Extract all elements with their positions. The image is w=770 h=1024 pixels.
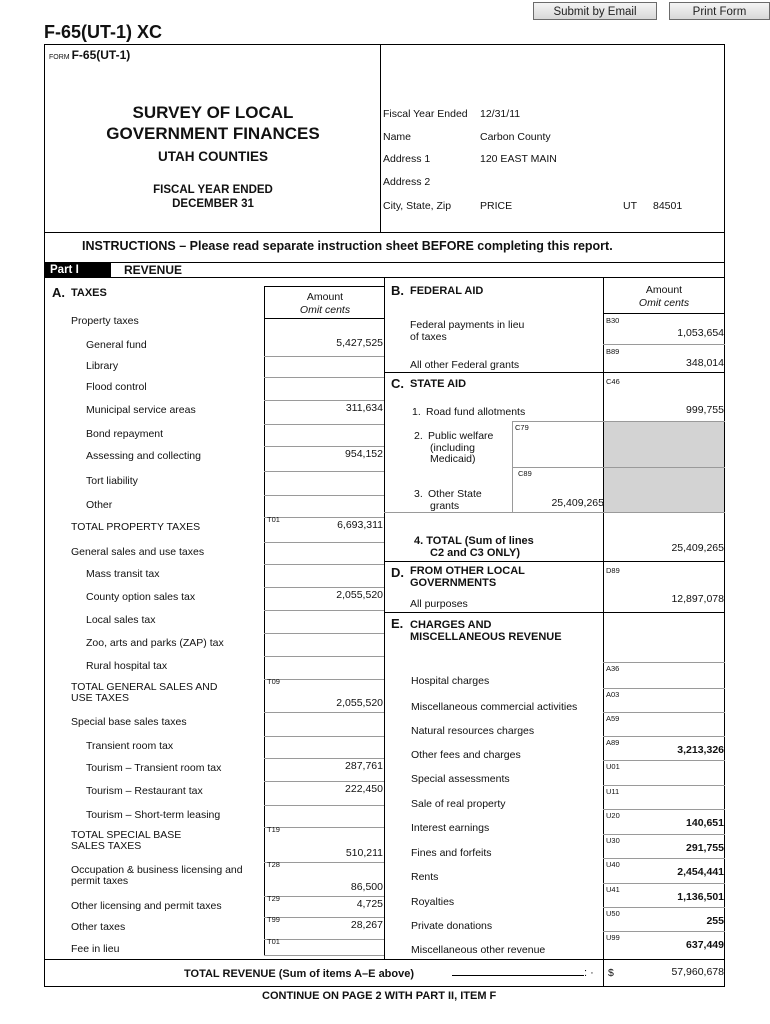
survey-subtitle: UTAH COUNTIES bbox=[158, 149, 268, 164]
tax-row-field[interactable]: 5,427,525 bbox=[336, 337, 383, 349]
tax-row-label: Fee in lieu bbox=[71, 943, 120, 955]
charge-row-label: Hospital charges bbox=[411, 675, 490, 687]
other-state-num: 3. bbox=[414, 488, 423, 500]
other-state-code: C89 bbox=[518, 469, 532, 478]
instructions-text: INSTRUCTIONS – Please read separate instruction sheet BEFORE completing this report. bbox=[82, 239, 613, 253]
road-fund-field[interactable]: 999,755 bbox=[686, 404, 724, 416]
tax-row-label-2: USE TAXES bbox=[71, 692, 129, 704]
charge-row-label: Sale of real property bbox=[411, 798, 506, 810]
charge-row-field[interactable]: 637,449 bbox=[686, 939, 724, 951]
tax-row-label: TOTAL PROPERTY TAXES bbox=[71, 521, 201, 533]
address1-label: Address 1 bbox=[383, 153, 431, 165]
continue-footer: CONTINUE ON PAGE 2 WITH PART II, ITEM F bbox=[262, 990, 497, 1002]
tax-row-field[interactable]: 28,267 bbox=[350, 919, 383, 931]
taxes-amount-label: Amount bbox=[306, 291, 344, 303]
fy-ended-line1: FISCAL YEAR ENDED bbox=[153, 184, 273, 196]
other-state-field[interactable]: 25,409,265 bbox=[551, 497, 604, 509]
tax-row-label: Transient room tax bbox=[86, 740, 174, 752]
local-all-purposes-field[interactable]: 12,897,078 bbox=[671, 593, 724, 605]
taxes-title: TAXES bbox=[71, 287, 107, 299]
tax-row-label: Municipal service areas bbox=[86, 404, 196, 416]
other-state-label-1: Other State bbox=[428, 488, 482, 500]
federal-payments-label: Federal payments in lieu bbox=[410, 319, 525, 331]
tax-row-label: Other bbox=[86, 499, 113, 511]
tax-row-code: T19 bbox=[267, 825, 280, 834]
charge-row-code: A59 bbox=[606, 714, 620, 723]
federal-payments-label-2: of taxes bbox=[410, 331, 447, 343]
total-revenue-field[interactable]: 57,960,678 bbox=[671, 966, 724, 978]
tax-row-label: General fund bbox=[86, 339, 147, 351]
road-fund-num: 1. bbox=[412, 406, 421, 418]
tax-row-code: T09 bbox=[267, 677, 280, 686]
welfare-label-3: Medicaid) bbox=[430, 453, 476, 465]
shaded-cell-2 bbox=[604, 468, 724, 512]
charge-row-code: A89 bbox=[606, 738, 620, 747]
fiscal-year-label: Fiscal Year Ended bbox=[383, 108, 468, 120]
charge-row-label: Royalties bbox=[411, 896, 455, 908]
tax-row-field[interactable]: 6,693,311 bbox=[337, 519, 383, 531]
welfare-code: C79 bbox=[515, 423, 529, 432]
tax-row-label: Tourism – Restaurant tax bbox=[86, 785, 203, 797]
federal-payments-code: B30 bbox=[606, 316, 620, 325]
tax-row-label: Tourism – Transient room tax bbox=[86, 762, 222, 774]
charge-row-code: A03 bbox=[606, 690, 620, 699]
other-state-label-2: grants bbox=[430, 500, 460, 512]
form-code-line: FORM F-65(UT-1) bbox=[49, 48, 131, 62]
fiscal-year-field[interactable]: 12/31/11 bbox=[480, 108, 521, 120]
charge-row-label: Rents bbox=[411, 871, 439, 883]
tax-row-field[interactable]: 4,725 bbox=[356, 898, 383, 910]
federal-letter: B. bbox=[391, 283, 404, 298]
tax-row-code: T99 bbox=[267, 915, 280, 924]
total-revenue-dollar: $ bbox=[608, 967, 614, 979]
charge-row-field[interactable]: 140,651 bbox=[686, 817, 724, 829]
name-label: Name bbox=[383, 131, 412, 143]
charge-row-label: Other fees and charges bbox=[411, 749, 521, 761]
welfare-label-2: (including bbox=[430, 442, 475, 454]
tax-row-label-2: SALES TAXES bbox=[71, 840, 142, 852]
tax-row-label: Tourism – Short-term leasing bbox=[86, 809, 221, 821]
tax-row-label: Flood control bbox=[86, 381, 147, 393]
tax-row-label: Special base sales taxes bbox=[71, 716, 187, 728]
charge-row-field[interactable]: 291,755 bbox=[686, 842, 724, 854]
tax-row-code: T28 bbox=[267, 860, 280, 869]
form-id-title: F-65(UT-1) XC bbox=[44, 22, 163, 42]
state-letter: C. bbox=[391, 376, 404, 391]
charge-row-label: Miscellaneous other revenue bbox=[411, 944, 546, 956]
federal-amount-label: Amount bbox=[645, 284, 683, 296]
tax-row-label: Bond repayment bbox=[86, 428, 164, 440]
address2-field[interactable] bbox=[480, 176, 680, 188]
tax-row-label: TOTAL GENERAL SALES AND bbox=[71, 681, 218, 693]
federal-title: FEDERAL AID bbox=[410, 285, 484, 297]
tax-row-label: County option sales tax bbox=[86, 591, 196, 603]
tax-row-label: Other licensing and permit taxes bbox=[71, 900, 222, 912]
tax-row-label: Other taxes bbox=[71, 921, 126, 933]
tax-row-label: Zoo, arts and parks (ZAP) tax bbox=[86, 637, 224, 649]
charge-row-code: A36 bbox=[606, 664, 620, 673]
name-field[interactable]: Carbon County bbox=[480, 131, 551, 143]
charge-row-code: U01 bbox=[606, 762, 620, 771]
address1-field[interactable]: 120 EAST MAIN bbox=[480, 153, 557, 165]
tax-row-field[interactable]: 287,761 bbox=[345, 760, 383, 772]
tax-row-field[interactable]: 86,500 bbox=[350, 881, 383, 893]
tax-row-label: Local sales tax bbox=[86, 614, 156, 626]
state-total-field[interactable]: 25,409,265 bbox=[671, 542, 724, 554]
address2-label: Address 2 bbox=[383, 176, 431, 188]
charge-row-label: Miscellaneous commercial activities bbox=[411, 701, 578, 713]
zip-field[interactable]: 84501 bbox=[653, 200, 683, 212]
charge-row-code: U41 bbox=[606, 885, 620, 894]
tax-row-label: General sales and use taxes bbox=[71, 546, 205, 558]
local-letter: D. bbox=[391, 565, 404, 580]
property-taxes-heading: Property taxes bbox=[71, 315, 139, 327]
tax-row-field[interactable]: 2,055,520 bbox=[336, 697, 383, 709]
charge-row-label: Special assessments bbox=[411, 773, 510, 785]
charge-row-field[interactable]: 255 bbox=[706, 915, 724, 927]
local-all-purposes-label: All purposes bbox=[410, 598, 468, 610]
survey-title-1: SURVEY OF LOCAL bbox=[132, 103, 294, 122]
charge-row-label: Interest earnings bbox=[411, 822, 490, 834]
tax-row-field[interactable]: 222,450 bbox=[345, 783, 383, 795]
federal-grants-field[interactable]: 348,014 bbox=[686, 357, 724, 369]
charge-row-code: U20 bbox=[606, 811, 620, 820]
submit-by-email-button[interactable]: Submit by Email bbox=[533, 2, 657, 20]
tax-row-label: Library bbox=[86, 360, 119, 372]
welfare-num: 2. bbox=[414, 430, 423, 442]
charge-row-field[interactable]: 2,454,441 bbox=[677, 866, 724, 878]
local-title-2: GOVERNMENTS bbox=[410, 577, 497, 589]
federal-omit-label: Omit cents bbox=[638, 297, 690, 309]
federal-payments-field[interactable]: 1,053,654 bbox=[677, 327, 724, 339]
tax-row-field[interactable]: 2,055,520 bbox=[336, 589, 383, 601]
tax-row-field[interactable]: 311,634 bbox=[345, 402, 383, 414]
tax-row-code: T29 bbox=[267, 894, 280, 903]
local-code: D89 bbox=[606, 566, 620, 575]
state-total-label-1: 4. TOTAL (Sum of lines bbox=[414, 535, 534, 547]
charge-row-code: U99 bbox=[606, 933, 620, 942]
shaded-cell-1 bbox=[604, 422, 724, 468]
charge-row-code: U30 bbox=[606, 836, 620, 845]
charge-row-label: Private donations bbox=[411, 920, 493, 932]
tax-row-label: TOTAL SPECIAL BASE bbox=[71, 829, 182, 841]
tax-row-field[interactable]: 510,211 bbox=[345, 847, 383, 859]
leader-dots: : · bbox=[584, 967, 594, 979]
charges-title-2: MISCELLANEOUS REVENUE bbox=[410, 631, 562, 643]
survey-title-2: GOVERNMENT FINANCES bbox=[106, 124, 320, 143]
print-form-button[interactable]: Print Form bbox=[669, 2, 770, 20]
tax-row-label: Rural hospital tax bbox=[86, 660, 168, 672]
city-state-zip-label: City, State, Zip bbox=[383, 200, 452, 212]
part-label: Part I bbox=[45, 263, 111, 277]
tax-row-label: Assessing and collecting bbox=[86, 450, 201, 462]
tax-row-label: Tort liability bbox=[86, 475, 138, 487]
charge-row-label: Natural resources charges bbox=[411, 725, 535, 737]
tax-row-label: Occupation & business licensing and bbox=[71, 864, 243, 876]
charge-row-label: Fines and forfeits bbox=[411, 847, 492, 859]
charge-row-field[interactable]: 1,136,501 bbox=[677, 891, 724, 903]
state-title: STATE AID bbox=[410, 378, 467, 390]
federal-grants-code: B89 bbox=[606, 347, 620, 356]
city-field[interactable]: PRICE bbox=[480, 200, 513, 212]
charge-row-code: U11 bbox=[606, 787, 620, 796]
local-title-1: FROM OTHER LOCAL bbox=[410, 565, 525, 577]
road-fund-label: Road fund allotments bbox=[426, 406, 526, 418]
state-total-label-2: C2 and C3 ONLY) bbox=[430, 547, 521, 559]
taxes-omit-label: Omit cents bbox=[299, 304, 351, 316]
tax-row-label: Mass transit tax bbox=[86, 568, 160, 580]
charges-letter: E. bbox=[391, 616, 404, 631]
charge-row-field[interactable]: 3,213,326 bbox=[677, 744, 724, 756]
charges-title-1: CHARGES AND bbox=[410, 619, 492, 631]
tax-row-code: T01 bbox=[267, 515, 280, 524]
fy-ended-line2: DECEMBER 31 bbox=[172, 198, 254, 210]
charge-row-code: U40 bbox=[606, 860, 620, 869]
part-title: REVENUE bbox=[124, 263, 183, 277]
tax-row-field[interactable]: 954,152 bbox=[345, 448, 383, 460]
charge-row-code: U50 bbox=[606, 909, 620, 918]
taxes-letter: A. bbox=[52, 285, 65, 300]
tax-row-label-2: permit taxes bbox=[71, 875, 129, 887]
state-code-top: C46 bbox=[606, 377, 620, 386]
state-field[interactable]: UT bbox=[623, 200, 637, 212]
welfare-label-1: Public welfare bbox=[428, 430, 494, 442]
tax-row-code: T01 bbox=[267, 937, 280, 946]
federal-grants-label: All other Federal grants bbox=[410, 359, 520, 371]
total-revenue-label: TOTAL REVENUE (Sum of items A–E above) bbox=[184, 968, 415, 980]
